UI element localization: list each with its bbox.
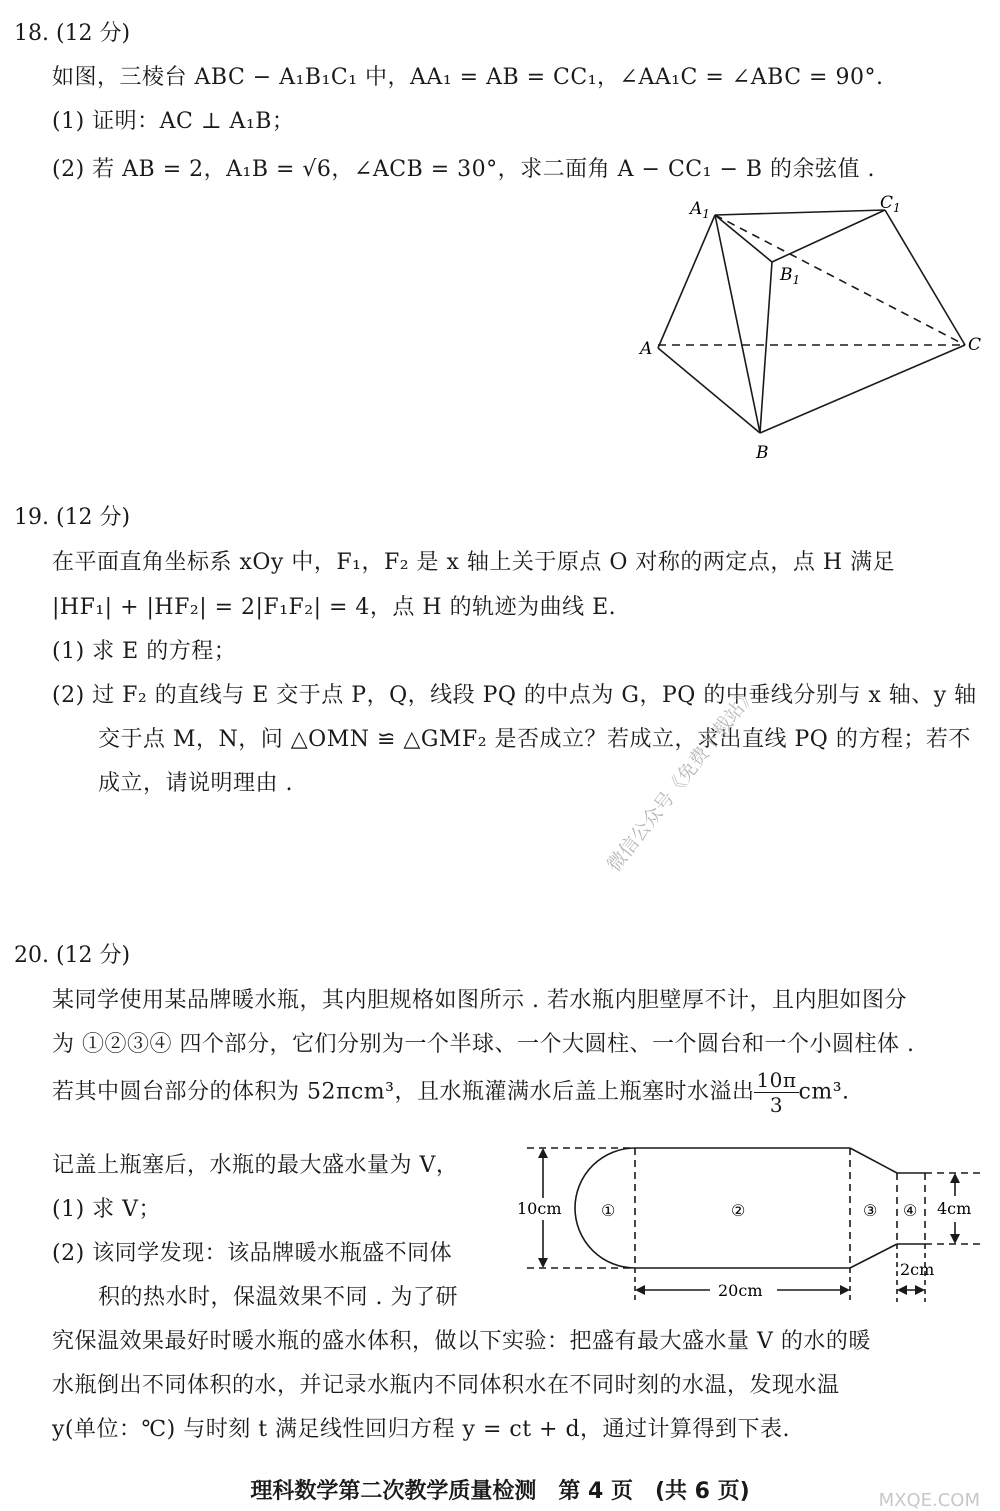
dim-small-label: 4cm <box>937 1199 972 1218</box>
q19-part2b: 交于点 M，N，问 △OMN ≌ △GMF₂ 是否成立？若成立，求出直线 PQ 的方程；若不 <box>98 727 971 752</box>
site-watermark: MXQE.COM <box>878 1490 980 1511</box>
part-4-label: ④ <box>903 1201 918 1220</box>
q20-part2d: 水瓶倒出不同体积的水，并记录水瓶内不同体积水在不同时刻的水温，发现水温 <box>52 1373 840 1398</box>
q20-part1: (1) 求 V； <box>52 1197 162 1222</box>
q19-number: 19. (12 分) <box>14 505 131 530</box>
dim-height-label: 10cm <box>517 1199 562 1218</box>
q18-part1: (1) 证明：AC ⊥ A₁B； <box>52 109 295 134</box>
label-A: A <box>640 339 653 359</box>
label-A1: $A_1$ <box>690 199 710 221</box>
thermos-figure <box>515 1140 990 1315</box>
q19-stem1: 在平面直角坐标系 xOy 中，F₁，F₂ 是 x 轴上关于原点 O 对称的两定点，点 H 满足 <box>52 550 896 575</box>
q20-stem3-post: cm³. <box>798 1079 850 1105</box>
q19-part1: (1) 求 E 的方程； <box>52 639 237 664</box>
dim-neck-label: 2cm <box>900 1260 935 1279</box>
label-C1: $C_1$ <box>880 193 901 215</box>
label-C: C <box>968 335 982 355</box>
page-footer: 理科数学第二次教学质量检测 第 4 页 (共 6 页) <box>250 1479 750 1504</box>
part-2-label: ② <box>731 1201 746 1220</box>
q20-number: 20. (12 分) <box>14 943 131 968</box>
q19-part2c: 成立，请说明理由 . <box>98 771 293 796</box>
fraction-numerator: 10π <box>756 1068 797 1092</box>
frustum-figure <box>630 190 990 470</box>
q20-part2a: (2) 该同学发现：该品牌暖水瓶盛不同体 <box>52 1241 453 1266</box>
label-B1: $B_1$ <box>780 265 801 287</box>
q20-stem4: 记盖上瓶塞后，水瓶的最大盛水量为 V， <box>52 1153 459 1178</box>
dim-length-label: 20cm <box>718 1281 763 1300</box>
part-1-label: ① <box>601 1201 616 1220</box>
label-B: B <box>756 443 769 463</box>
q19-stem2: |HF₁| + |HF₂| = 2|F₁F₂| = 4，点 H 的轨迹为曲线 E. <box>52 595 617 620</box>
q20-stem2: 为 ①②③④ 四个部分，它们分别为一个半球、一个大圆柱、一个圆台和一个小圆柱体 . <box>52 1032 915 1057</box>
q20-stem1: 某同学使用某品牌暖水瓶，其内胆规格如图所示 . 若水瓶内胆壁厚不计，且内胆如图分 <box>52 988 907 1013</box>
fraction-denominator: 3 <box>769 1093 784 1117</box>
overflow-fraction <box>754 1070 798 1115</box>
q20-part2b: 积的热水时，保温效果不同 . 为了研 <box>98 1285 458 1310</box>
q18-part2: (2) 若 AB = 2，A₁B = √6，∠ACB = 30°，求二面角 A − CC₁ − B 的余弦值 . <box>52 157 876 182</box>
q19-part2a: (2) 过 F₂ 的直线与 E 交于点 P，Q，线段 PQ 的中点为 G，PQ 的中垂线分别与 x 轴、y 轴 <box>52 683 977 708</box>
q18-stem: 如图，三棱台 ABC − A₁B₁C₁ 中，AA₁ = AB = CC₁，∠AA₁C = ∠ABC = 90°. <box>52 65 884 90</box>
part-3-label: ③ <box>863 1201 878 1220</box>
watermark-text: 微信公众号《免费下载站》 <box>603 682 761 877</box>
q20-part2e: y(单位：℃) 与时刻 t 满足线性回归方程 y = ct + d，通过计算得到下表. <box>52 1417 791 1442</box>
q20-stem3-pre: 若其中圆台部分的体积为 52πcm³，且水瓶灌满水后盖上瓶塞时水溢出 <box>52 1079 755 1105</box>
q18-number: 18. (12 分) <box>14 21 131 46</box>
q20-part2c: 究保温效果最好时暖水瓶的盛水体积，做以下实验：把盛有最大盛水量 V 的水的暖 <box>52 1329 871 1354</box>
q20-stem3 <box>52 1070 850 1115</box>
